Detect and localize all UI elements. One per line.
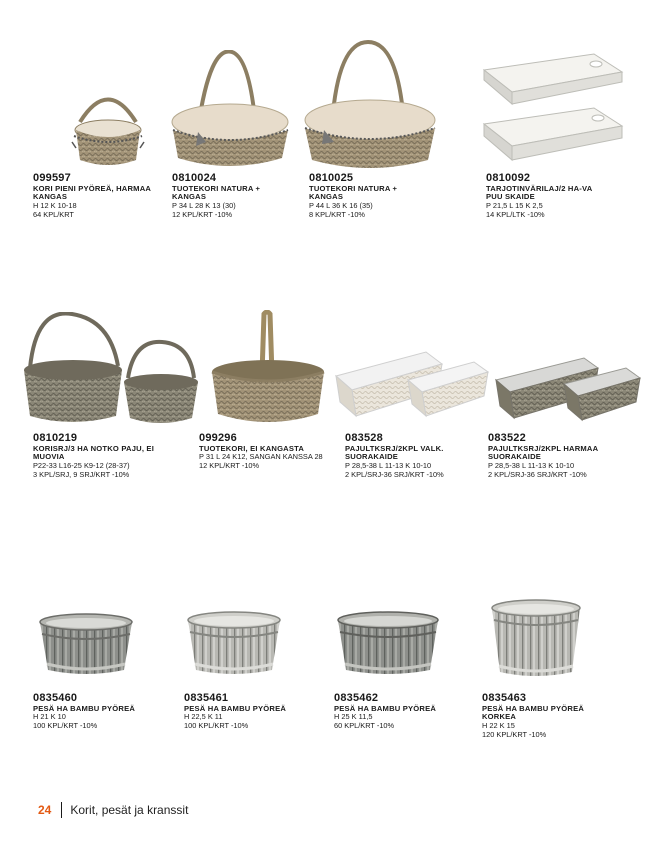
product-code: 0835463	[482, 692, 527, 704]
bamboo-pot-icon	[186, 610, 282, 678]
product-name: PESÄ HA BAMBU PYÖREÄ KORKEA	[482, 703, 585, 722]
product-packaging: 14 KPL/LTK -10%	[486, 209, 545, 219]
product-dimensions: H 22 K 15	[482, 721, 515, 731]
product-packaging: 8 KPL/KRT -10%	[309, 209, 366, 219]
product-name: PESÄ HA BAMBU PYÖREÄ	[334, 703, 437, 713]
handle-basket-icon	[208, 310, 328, 428]
product-dimensions: H 12 K 10-18	[33, 201, 77, 211]
product-packaging: 64 KPL/KRT	[33, 209, 74, 219]
bamboo-pot-icon	[38, 612, 134, 678]
product-code: 099597	[33, 172, 71, 184]
product-packaging: 3 KPL/SRJ, 9 SRJ/KRT -10%	[33, 469, 130, 479]
product-dimensions: P 31 L 24 K12, SANGAN KANSSA 28	[199, 452, 323, 462]
bamboo-pot-icon	[336, 610, 440, 678]
product-dimensions: P 34 L 28 K 13 (30)	[172, 201, 236, 211]
product-name: TUOTEKORI, EI KANGASTA	[199, 443, 305, 453]
product-dimensions: H 22,5 K 11	[184, 712, 223, 722]
tray-icon	[482, 52, 626, 170]
footer-divider	[61, 802, 62, 818]
product-dimensions: P 28,5-38 L 11-13 K 10-10	[345, 461, 432, 471]
product-code: 0835462	[334, 692, 379, 704]
product-packaging: 120 KPL/KRT -10%	[482, 729, 547, 739]
product-name: TARJOTINVÄRILAJ/2 HA-VA PUU SKAIDE	[486, 183, 593, 202]
basket-set-icon	[22, 312, 200, 428]
product-dimensions: P22-33 L16-25 K9-12 (28-37)	[33, 461, 130, 471]
product-dimensions: P 21,5 L 15 K 2,5	[486, 201, 543, 211]
product-name: KORI PIENI PYÖREÄ, HARMAA KANGAS	[33, 183, 151, 202]
section-title: Korit, pesät ja kranssit	[70, 803, 189, 817]
product-packaging: 60 KPL/KRT -10%	[334, 720, 395, 730]
product-name: PESÄ HA BAMBU PYÖREÄ	[184, 703, 287, 713]
product-packaging: 2 KPL/SRJ-36 SRJ/KRT -10%	[488, 469, 587, 479]
page-footer	[38, 802, 188, 818]
product-dimensions: P 44 L 36 K 16 (35)	[309, 201, 373, 211]
product-code: 0810092	[486, 172, 531, 184]
product-packaging: 2 KPL/SRJ-36 SRJ/KRT -10%	[345, 469, 444, 479]
product-name: KORISRJ/3 HA NOTKO PAJU, EI MUOVIA	[33, 443, 155, 462]
product-code: 0835460	[33, 692, 78, 704]
product-packaging: 100 KPL/KRT -10%	[184, 720, 249, 730]
product-packaging: 12 KPL/KRT -10%	[199, 460, 260, 470]
product-code: 099296	[199, 432, 237, 444]
bamboo-pot-tall-icon	[490, 598, 582, 680]
product-dimensions: H 21 K 10	[33, 712, 66, 722]
oval-basket-liner-icon	[170, 50, 292, 172]
product-code: 0810025	[309, 172, 354, 184]
product-code: 083522	[488, 432, 526, 444]
product-code: 0810219	[33, 432, 78, 444]
white-planter-icon	[334, 350, 492, 422]
product-packaging: 100 KPL/KRT -10%	[33, 720, 98, 730]
product-name: TUOTEKORI NATURA + KANGAS	[309, 183, 398, 202]
product-code: 0810024	[172, 172, 217, 184]
product-code: 083528	[345, 432, 383, 444]
product-dimensions: H 25 K 11,5	[334, 712, 373, 722]
product-packaging: 12 KPL/KRT -10%	[172, 209, 233, 219]
grey-planter-icon	[494, 356, 644, 424]
oval-basket-liner-icon	[302, 40, 438, 172]
product-name: TUOTEKORI NATURA + KANGAS	[172, 183, 261, 202]
product-name: PAJULTKSRJ/2KPL HARMAA SUORAKAIDE	[488, 443, 599, 462]
small-round-basket-icon	[70, 82, 146, 172]
product-code: 0835461	[184, 692, 229, 704]
product-name: PAJULTKSRJ/2KPL VALK. SUORAKAIDE	[345, 443, 444, 462]
product-name: PESÄ HA BAMBU PYÖREÄ	[33, 703, 136, 713]
page-number: 24	[38, 803, 52, 817]
product-dimensions: P 28,5-38 L 11-13 K 10-10	[488, 461, 575, 471]
